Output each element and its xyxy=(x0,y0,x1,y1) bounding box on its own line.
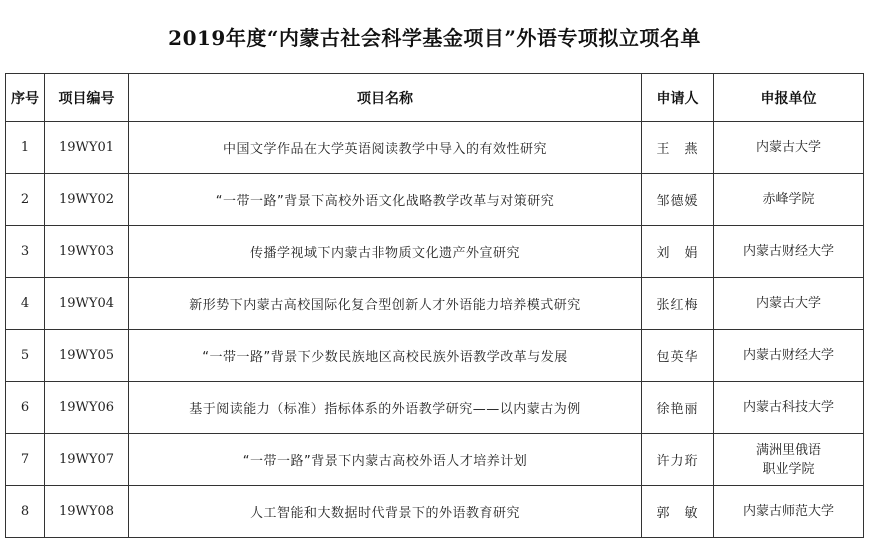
row-unit: 赤峰学院 xyxy=(714,174,864,226)
row-code: 19WY01 xyxy=(45,122,129,174)
row-unit: 内蒙古大学 xyxy=(714,278,864,330)
row-seq: 7 xyxy=(6,434,45,486)
row-project-name: “一带一路”背景下少数民族地区高校民族外语教学改革与发展 xyxy=(129,330,642,382)
table-row xyxy=(6,486,864,538)
row-code: 19WY05 xyxy=(45,330,129,382)
row-unit: 内蒙古大学 xyxy=(714,122,864,174)
row-seq: 3 xyxy=(6,226,45,278)
row-applicant: 许力珩 xyxy=(642,434,714,486)
table-header-row xyxy=(6,74,864,122)
row-applicant: 邹德媛 xyxy=(642,174,714,226)
row-applicant: 郭 敏 xyxy=(642,486,714,538)
row-project-name: 人工智能和大数据时代背景下的外语教育研究 xyxy=(129,486,642,538)
row-code: 19WY08 xyxy=(45,486,129,538)
row-seq: 5 xyxy=(6,330,45,382)
header-code: 项目编号 xyxy=(45,74,129,122)
row-project-name: 中国文学作品在大学英语阅读教学中导入的有效性研究 xyxy=(129,122,642,174)
row-applicant: 张红梅 xyxy=(642,278,714,330)
row-unit: 内蒙古师范大学 xyxy=(714,486,864,538)
row-unit: 内蒙古科技大学 xyxy=(714,382,864,434)
row-applicant: 包英华 xyxy=(642,330,714,382)
header-seq: 序号 xyxy=(6,74,45,122)
header-unit: 申报单位 xyxy=(714,74,864,122)
row-code: 19WY02 xyxy=(45,174,129,226)
table-row xyxy=(6,434,864,486)
row-project-name: “一带一路”背景下内蒙古高校外语人才培养计划 xyxy=(129,434,642,486)
row-unit-line1: 满洲里俄语 xyxy=(755,442,821,458)
row-code: 19WY03 xyxy=(45,226,129,278)
row-seq: 4 xyxy=(6,278,45,330)
header-applicant: 申请人 xyxy=(642,74,714,122)
row-code: 19WY06 xyxy=(45,382,129,434)
table-row xyxy=(6,278,864,330)
row-seq: 8 xyxy=(6,486,45,538)
project-table xyxy=(5,73,864,538)
row-applicant: 徐艳丽 xyxy=(642,382,714,434)
row-applicant: 刘 娟 xyxy=(642,226,714,278)
document-title: 2019年度“内蒙古社会科学基金项目”外语专项拟立项名单 xyxy=(168,26,701,50)
row-seq: 2 xyxy=(6,174,45,226)
row-unit xyxy=(714,434,864,486)
table-row xyxy=(6,330,864,382)
row-applicant: 王 燕 xyxy=(642,122,714,174)
row-unit: 内蒙古财经大学 xyxy=(714,330,864,382)
table-row xyxy=(6,382,864,434)
row-seq: 1 xyxy=(6,122,45,174)
row-project-name: 新形势下内蒙古高校国际化复合型创新人才外语能力培养模式研究 xyxy=(129,278,642,330)
header-name: 项目名称 xyxy=(129,74,642,122)
table-row xyxy=(6,174,864,226)
row-code: 19WY07 xyxy=(45,434,129,486)
row-code: 19WY04 xyxy=(45,278,129,330)
row-seq: 6 xyxy=(6,382,45,434)
row-unit: 内蒙古财经大学 xyxy=(714,226,864,278)
table-row xyxy=(6,122,864,174)
row-project-name: “一带一路”背景下高校外语文化战略教学改革与对策研究 xyxy=(129,174,642,226)
table-row xyxy=(6,226,864,278)
row-project-name: 基于阅读能力（标准）指标体系的外语教学研究——以内蒙古为例 xyxy=(129,382,642,434)
row-unit-line2: 职业学院 xyxy=(762,461,815,477)
row-project-name: 传播学视域下内蒙古非物质文化遗产外宣研究 xyxy=(129,226,642,278)
